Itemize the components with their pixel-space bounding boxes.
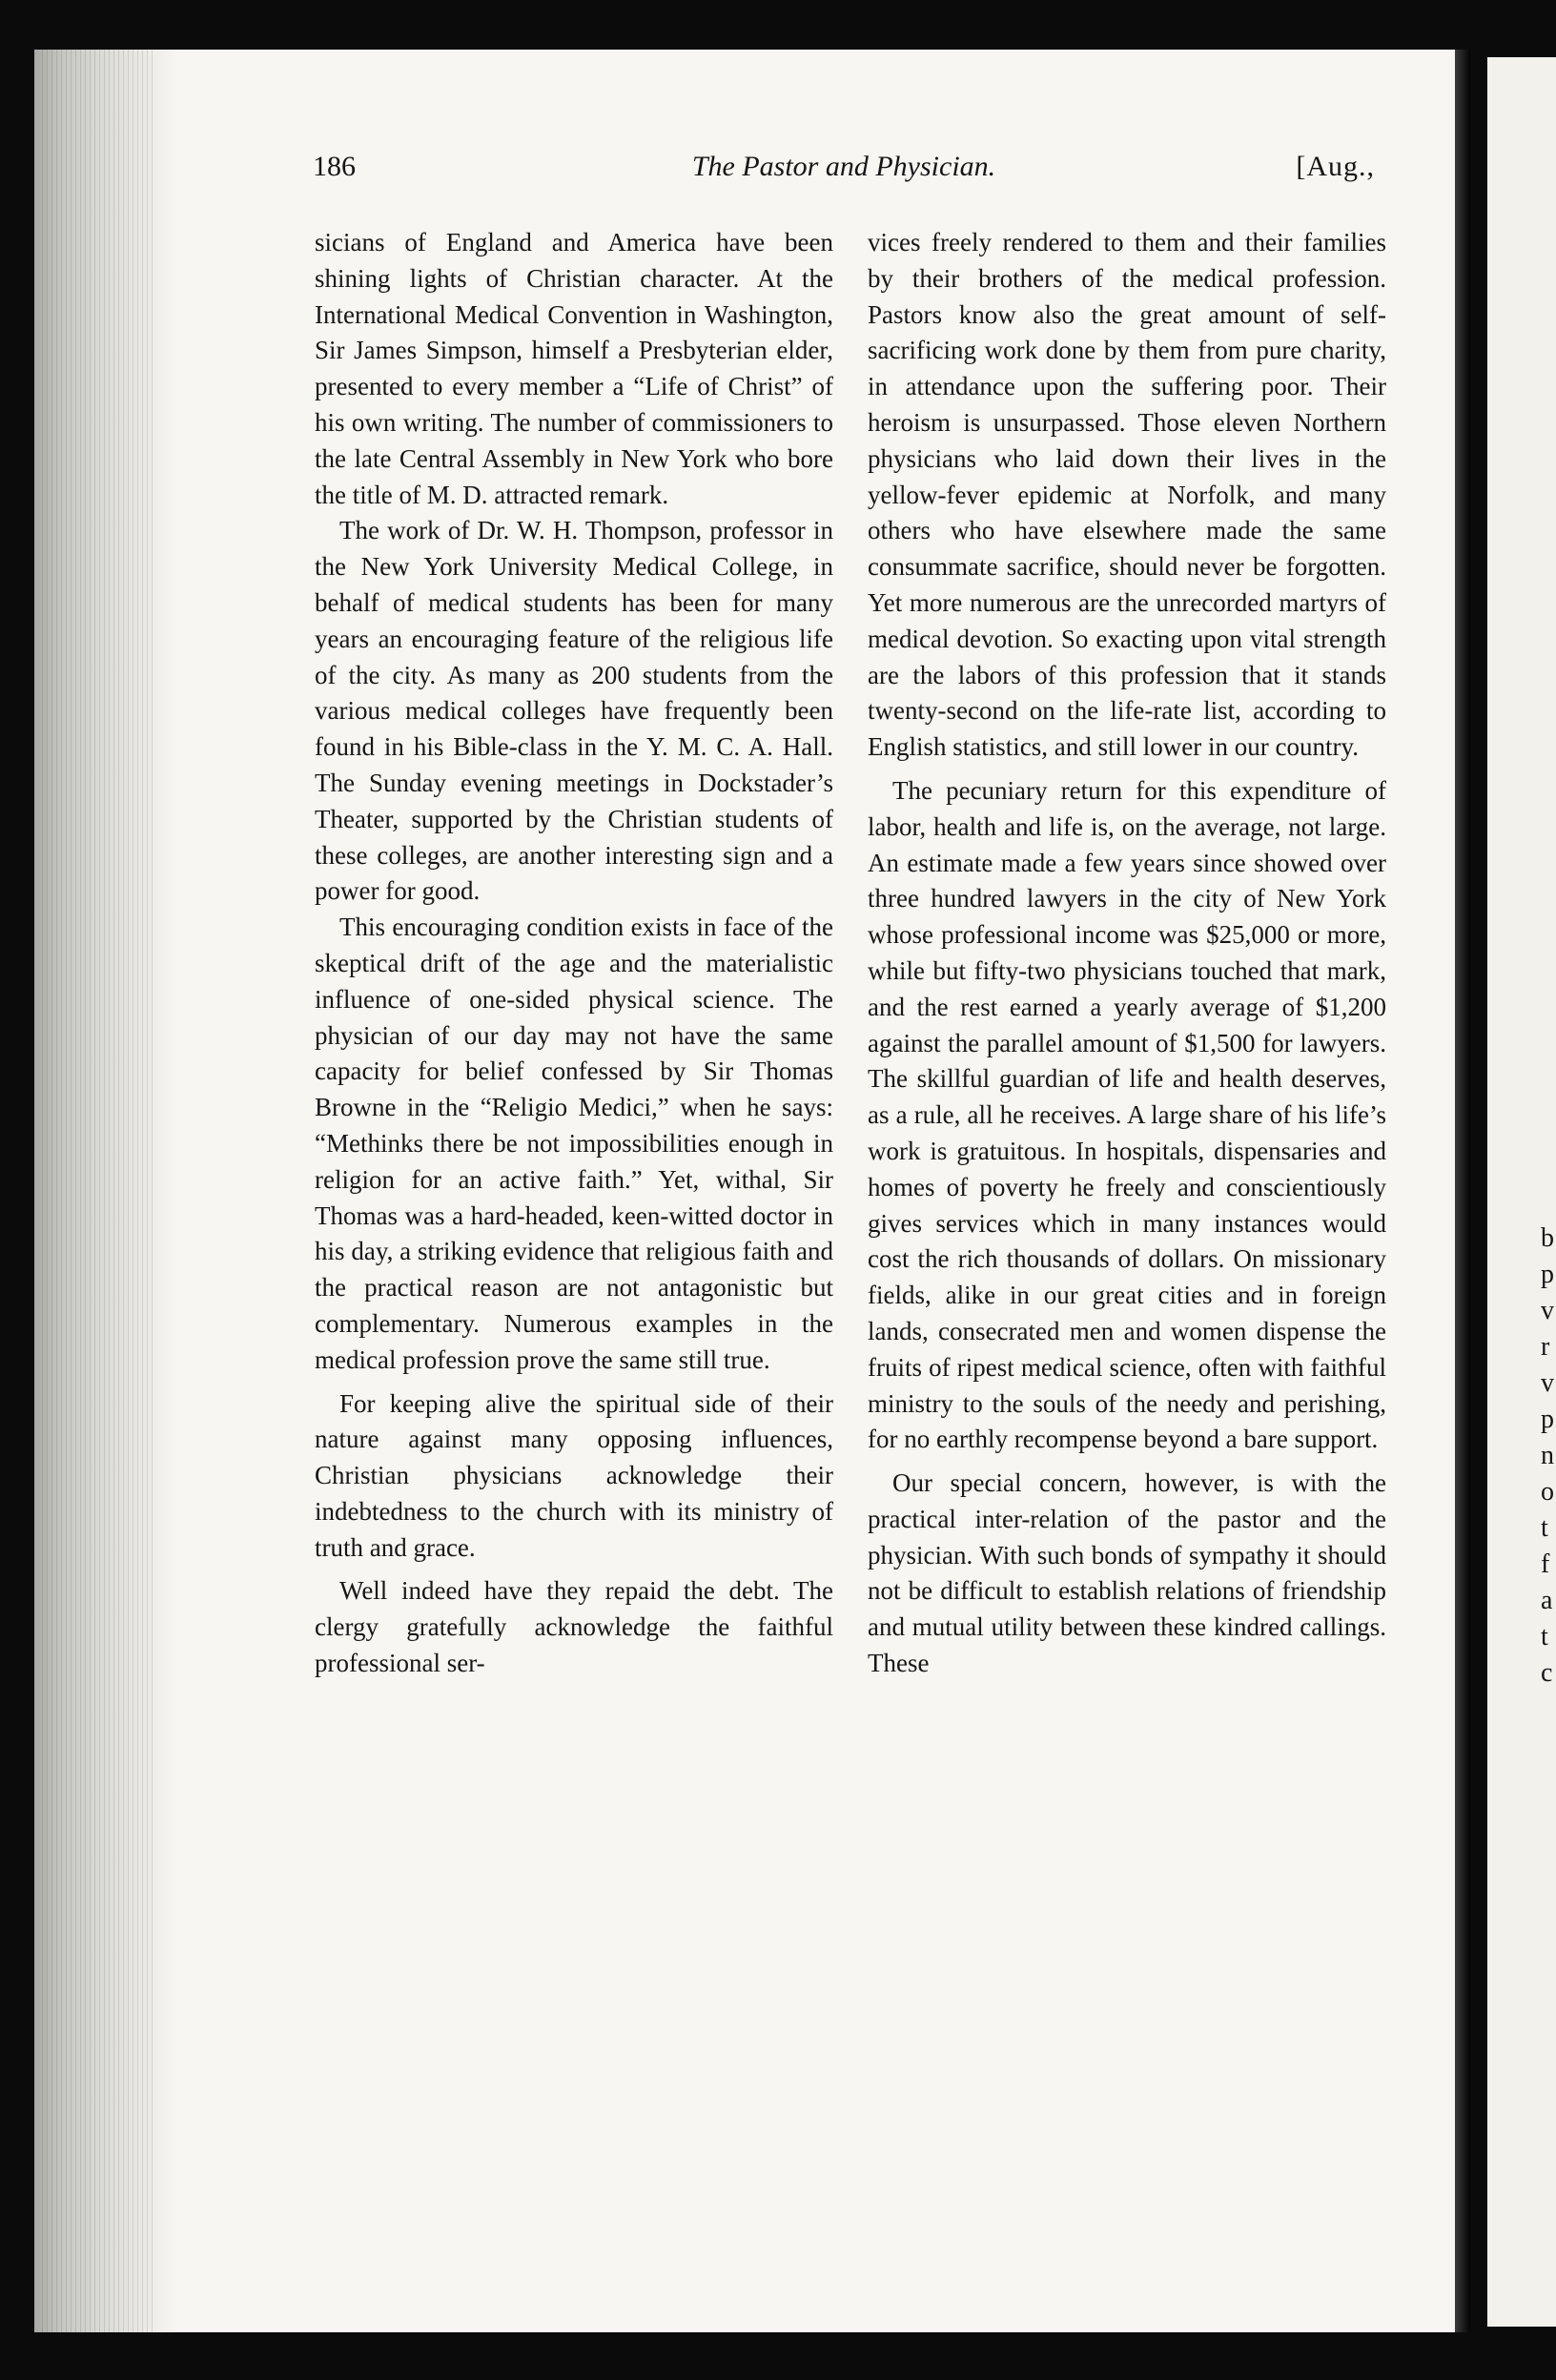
month-marker: [Aug., xyxy=(1296,151,1375,182)
fragment: p xyxy=(1541,1405,1554,1434)
paragraph: This encouraging condition exists in face of the skeptical drift of the age and the materialistic influence of one-sided physical science. The physician of our day may not have the same capacity for belief confessed by Sir Thomas Browne in the “Religio Medici,” when he says: “Methinks there be not impossibilities enough in religion for an active faith.” Yet, withal, Sir Thomas was a hard-headed, keen-witted doctor in his day, a striking evidence that religious faith and the practical reason are not antagonistic but complementary. Numerous examples in the medical profession prove the same still true. xyxy=(315,913,833,1374)
facing-page-text-fragments xyxy=(1541,1221,1556,1692)
fragment: t xyxy=(1541,1513,1548,1543)
fragment: v xyxy=(1541,1368,1554,1398)
facing-page-edge xyxy=(1487,57,1556,2327)
book-gutter xyxy=(1455,50,1470,2332)
fragment: n xyxy=(1541,1441,1554,1470)
paragraph: The work of Dr. W. H. Thompson, professor in the New York University Medical College, in behalf of medical students has been for many years an encouraging feature of the religious life of the city. As many as 200 students from the various medical colleges have frequently been found in his Bible-class in the Y. M. C. A. Hall. The Sunday evening meetings in Dockstader’s Theater, supported by the Christian students of these colleges, are another interesting sign and a power for good. xyxy=(315,516,833,906)
running-header xyxy=(313,151,1375,193)
paragraph: sicians of England and America have been shining lights of Christian character. At the International Medical Convention in Washington, Sir James Simpson, himself a Presbyterian elder, presented to every member a “Life of Christ” of his own writing. The number of commissioners to the late Central Assembly in New York who bore the title of M. D. attracted remark. xyxy=(315,228,833,509)
fragment: a xyxy=(1541,1586,1553,1615)
fragment: b xyxy=(1541,1223,1554,1253)
book-page xyxy=(34,50,1470,2332)
left-column xyxy=(315,225,833,1682)
page-number: 186 xyxy=(313,151,356,182)
running-title: The Pastor and Physician. xyxy=(691,151,996,182)
fragment: c xyxy=(1541,1658,1553,1688)
paragraph: Well indeed have they repaid the debt. The clergy gratefully acknowledge the faithful professional ser- xyxy=(315,1576,833,1678)
paragraph: For keeping alive the spiritual side of their nature against many opposing influences, Christian physicians acknowledge their indebtedness to the church with its ministry of truth and grace. xyxy=(315,1388,833,1562)
fragment: f xyxy=(1541,1549,1550,1579)
paragraph: The pecuniary return for this expenditure of labor, health and life is, on the average, not large. An estimate made a few years since showed over three hundred lawyers in the city of New York whose professional income was $25,000 or more, while but fifty-two physicians touched that mark, and the rest earned a yearly average of $1,200 against the parallel amount of $1,500 for lawyers. The skillful guardian of life and health deserves, as a rule, all he receives. A large share of his life’s work is gratuitous. In hospitals, dispensaries and homes of poverty he freely and conscientiously gives services which in many instances would cost the rich thousands of dollars. On missionary fields, alike in our great cities and in foreign lands, consecrated men and women dispense the fruits of ripest medical science, often with faithful ministry to the souls of the needy and perishing, for no earthly recompense beyond a bare support. xyxy=(868,775,1386,1454)
fragment: v xyxy=(1541,1296,1554,1325)
fragment: o xyxy=(1541,1477,1554,1507)
paragraph: vices freely rendered to them and their families by their brothers of the medical profession. Pastors know also the great amount of self-sacrificing work done by them from pure charity, in attendance upon the suffering poor. Their heroism is unsurpassed. Those eleven Northern physicians who laid down their lives in the yellow-fever epidemic at Norfolk, and many others who have elsewhere made the same consummate sacrifice, should never be forgotten. Yet more numerous are the unrecorded martyrs of medical devotion. So exacting upon vital strength are the labors of this profession that it stands twenty-second on the life-rate list, according to English statistics, and still lower in our country. xyxy=(868,228,1386,762)
fragment: t xyxy=(1541,1622,1548,1652)
fragment: p xyxy=(1541,1260,1554,1289)
right-column xyxy=(868,225,1386,1682)
paragraph: Our special concern, however, is with the practical inter-relation of the pastor and the physician. With such bonds of sympathy it should not be difficult to establish relations of friendship and mutual utility between these kindred callings. These xyxy=(868,1468,1386,1678)
fragment: r xyxy=(1541,1332,1550,1362)
page-edge-stack xyxy=(34,50,177,2332)
